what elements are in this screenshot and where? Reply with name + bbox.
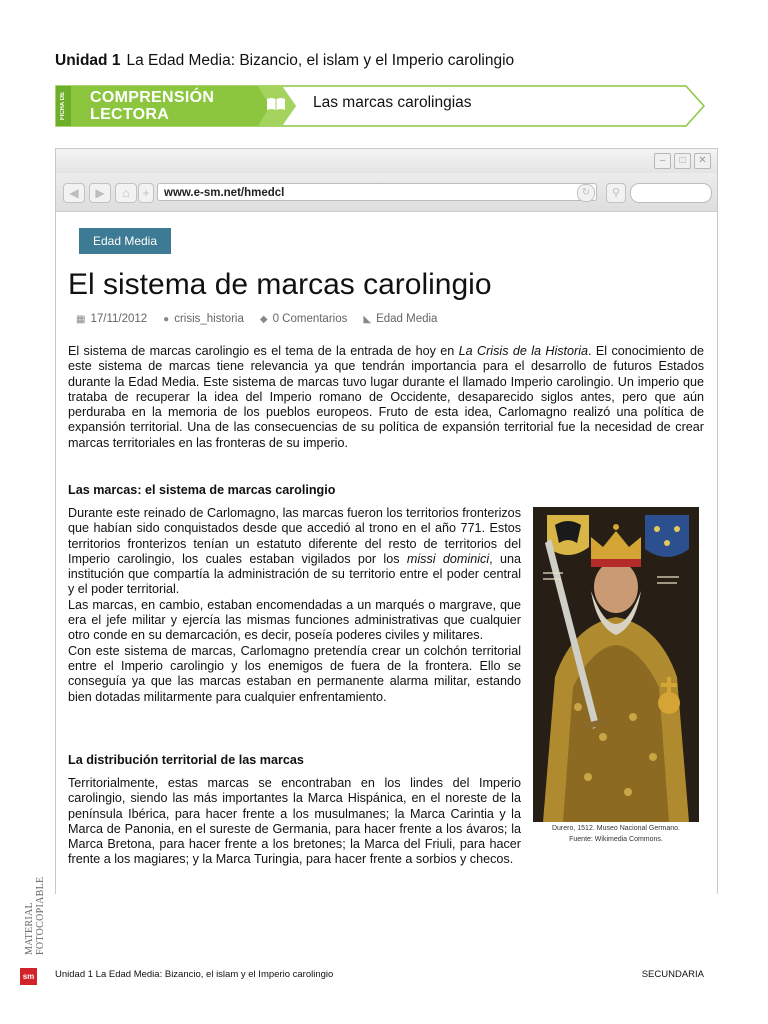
- portrait-caption: Durero, 1512. Museo Nacional Germano. Fuente: Wikimedia Commons.: [551, 825, 680, 843]
- calendar-icon: ▦: [76, 314, 86, 325]
- section-heading-marcas: Las marcas: el sistema de marcas carolingio: [68, 483, 336, 497]
- browser-toolbar: [56, 173, 717, 212]
- section-marcas-p3: Con este sistema de marcas, Carlomagno pretendía crear un colchón territorial entre el Imperio carolingio y los enemigos de fuera de la frontera. Ello se conseguía ya que las marcas estaban en permanente alarma militar, estando bien dotadas militarmente para cualquier enfrentamiento.: [68, 643, 521, 704]
- search-input[interactable]: [630, 183, 712, 203]
- tag-icon: ◣: [363, 314, 372, 325]
- window-controls: [654, 153, 711, 169]
- publisher-logo: sm: [20, 968, 37, 985]
- banner-label: [90, 89, 214, 123]
- section-marcas-body: [68, 506, 521, 705]
- charlemagne-portrait: [533, 507, 699, 822]
- back-icon[interactable]: ◀: [63, 183, 85, 203]
- bookmark-icon[interactable]: +: [138, 183, 154, 203]
- post-tag[interactable]: ◣ Edad Media: [363, 313, 438, 325]
- footer-unit: Unidad 1 La Edad Media: Bizancio, el islam y el Imperio carolingio: [55, 969, 334, 980]
- post-author[interactable]: ● crisis_historia: [163, 313, 244, 325]
- minimize-icon[interactable]: –: [654, 153, 671, 169]
- post-title: El sistema de marcas carolingio: [68, 268, 492, 301]
- comment-icon: ◆: [259, 314, 268, 325]
- post-meta: [76, 313, 437, 325]
- section-marcas-p2: Las marcas, en cambio, estaban encomendadas a un marqués o margrave, que era el jefe militar y ejercía las mismas funciones administrativas que cualquier otro conde en su demarcación, es decir, poseía poderes civiles y militares.: [68, 597, 521, 643]
- banner-label-line1: COMPRENSIÓN: [90, 89, 215, 106]
- url-input[interactable]: www.e-sm.net/hmedcl: [157, 183, 597, 201]
- post-date: ▦ 17/11/2012: [76, 313, 148, 325]
- section-distribucion-body: [68, 776, 521, 868]
- section-heading-distribucion: La distribución territorial de las marcas: [68, 753, 304, 767]
- close-icon[interactable]: ✕: [694, 153, 711, 169]
- footer-level: SECUNDARIA: [641, 969, 704, 980]
- refresh-icon[interactable]: ↻: [577, 184, 595, 202]
- home-icon[interactable]: ⌂: [115, 183, 137, 203]
- blog-name: La Crisis de la Historia: [458, 344, 589, 358]
- book-icon: [266, 97, 286, 111]
- section-marcas-p1: Durante este reinado de Carlomagno, las marcas fueron los territorios fronterizos que habían sido conquistados desde que accedió al trono en el año 771. Estos territorios fronterizos tenían un estatuto diferente del resto de territorios del Imperio carolingio, los cuales estaban vigilados por los missi dominici, una institución que compartía la administración de su territorio entre el poder central y el poder territorial.: [68, 506, 521, 597]
- forward-icon[interactable]: ▶: [89, 183, 111, 203]
- unit-number: Unidad 1: [55, 52, 121, 69]
- banner-side-label: FICHA DE: [60, 91, 66, 121]
- browser-titlebar: [56, 149, 717, 173]
- category-badge[interactable]: Edad Media: [79, 228, 171, 254]
- banner-title: Las marcas carolingias: [313, 94, 472, 111]
- section-distribucion-p1: Territorialmente, estas marcas se encontraban en los lindes del Imperio carolingio, siendo las más importantes la Marca Hispánica, en el noreste de la península Ibérica, para hacer frente a los musulmanes; la Marca Carintia y la Marca de Panonia, en el sureste de Germania, para hacer frente a los ávaros; la Marca Bretona, para hacer frente a los bretones; la Marca del Friuli, para hacer frente a los magiares; y la Marca Turingia, para hacer frente a sorbios y checos.: [68, 776, 521, 867]
- user-icon: ●: [163, 314, 170, 325]
- photocopiable-label: MATERIAL FOTOCOPIABLE: [24, 876, 46, 955]
- unit-title: La Edad Media: Bizancio, el islam y el Imperio carolingio: [126, 52, 515, 69]
- post-comments[interactable]: ◆ 0 Comentarios: [259, 313, 348, 325]
- search-icon[interactable]: ⚲: [606, 183, 626, 203]
- maximize-icon[interactable]: □: [674, 153, 691, 169]
- intro-paragraph: El sistema de marcas carolingio es el tema de la entrada de hoy en La Crisis de la Historia. El conocimiento de este sistema de marcas tiene relevancia ya que tendrán importancia para el desarrollo de futuros Estados durante la Edad Media. Este sistema de marcas tuvo lugar durante el llamado Imperio carolingio. Un imperio que trataba de recuperar la idea del Imperio romano de Occidente, desaparecido siglos antes, pero que aún perduraba en la memoria de los pueblos europeos. Fruto de esta idea, Carlomagno realizó una política de expansión territorial. Una de las consecuencias de su política de expansión territorial fue la necesidad de crear marcas territoriales en las fronteras de su imperio.: [68, 344, 705, 450]
- banner-label-line2: LECTORA: [90, 106, 170, 123]
